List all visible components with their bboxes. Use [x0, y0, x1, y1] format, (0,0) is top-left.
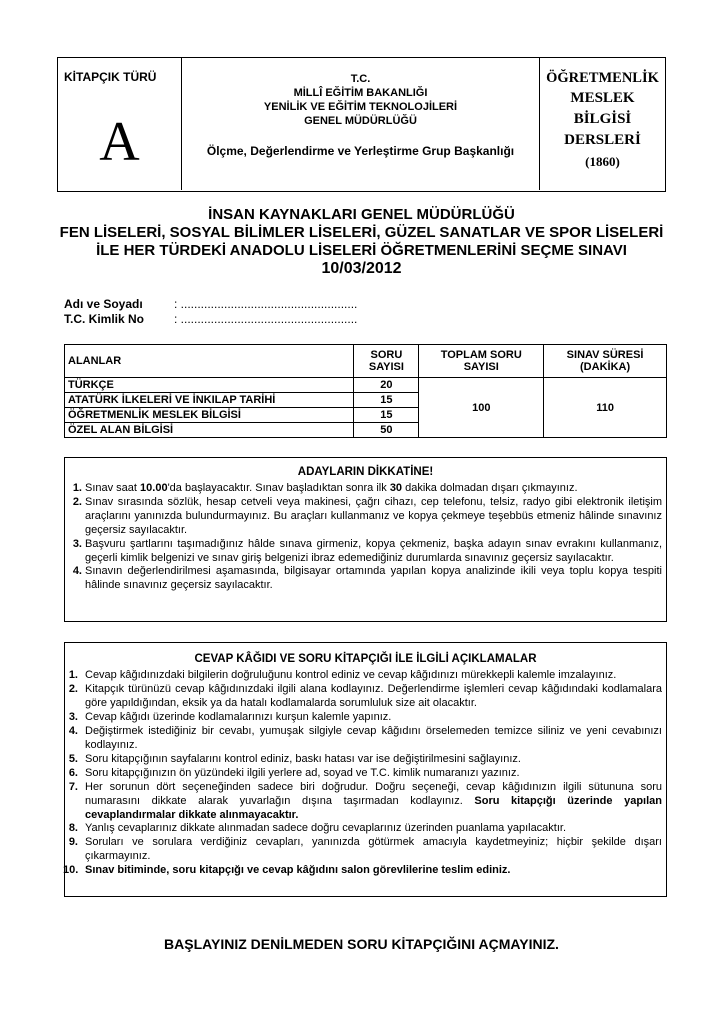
list-item: 4. Değiştirmek istediğiniz bir cevabı, yumuşak silgiyle cevap kâğıdını örselemeden temizce siliniz ve yeni cevabınızı kodlayınız. [68, 724, 662, 751]
list-item: 8. Yanlış cevaplarınız dikkate alınmadan sadece doğru cevaplarınız üzerinden puanlama yapılacaktır. [68, 822, 567, 835]
tc-row [64, 312, 357, 327]
subject-box [539, 58, 665, 190]
booklet-type-box [58, 58, 182, 190]
list-item: 9. Soruları ve sorulara verdiğiniz cevapları, yanınızda götürmek amacıyla kaydetmeyiniz; hiçbir şekilde dışarı çıkarmayınız. [68, 836, 662, 863]
header-total: TOPLAM SORU SAYISI [419, 345, 544, 378]
list-item: 2. Sınav sırasında sözlük, hesap cetveli veya makinesi, çağrı cihazı, cep telefonu, telsiz, radyo gibi elektronik iletişim araçlarını yanınızda bulundurmayınız. Bu araçları kullanmanız ve kopya çekmeye teşebbüs etmeniz hâlinde sınavınız geçersiz sayılacaktır. [72, 495, 662, 536]
ministry-line: YENİLİK VE EĞİTİM TEKNOLOJİLERİ [263, 101, 458, 113]
osym-title: Ölçme, Değerlendirme ve Yerleştirme Grup Başkanlığı [206, 144, 515, 158]
header-areas: ALANLAR [65, 345, 354, 378]
name-label: Adı ve Soyadı [64, 297, 143, 311]
name-field: : ..................................................... [174, 297, 358, 311]
exam-titles [57, 206, 666, 278]
ministry-line: GENEL MÜDÜRLÜĞÜ [304, 115, 417, 127]
subject-line: DERSLERİ [564, 132, 641, 148]
attention-box [64, 457, 667, 622]
tc-label: T.C. Kimlik No [64, 312, 145, 326]
title-line-1: İNSAN KAYNAKLARI GENEL MÜDÜRLÜĞÜ [208, 206, 515, 223]
subject-line: MESLEK [570, 90, 635, 106]
area-name: ÖZEL ALAN BİLGİSİ [65, 423, 354, 438]
exam-duration: 110 [544, 378, 667, 438]
list-item: 4. Sınavın değerlendirilmesi aşamasında, bilgisayar ortamında yapılan kopya analizinde ikili veya toplu kopya tespiti hâlinde sınavınız geçersiz sayılacaktır. [72, 565, 662, 592]
list-item: 3. Başvuru şartlarını taşımadığınız hâlde sınava girmeniz, kopya çekmeniz, başka adayın sınav evrakını kullanmanız, geçerli kimlik belgenizi ve sınav giriş belgenizi ibraz edemediğiniz durumlarda sınavınız geçersiz sayılacaktır. [72, 537, 662, 564]
ministry-line: MİLLÎ EĞİTİM BAKANLIĞI [293, 87, 428, 99]
area-count: 15 [354, 393, 419, 408]
subject-code: (1860) [585, 154, 620, 169]
total-count: 100 [419, 378, 544, 438]
area-count: 20 [354, 378, 419, 393]
list-item: 1. Cevap kâğıdınızdaki bilgilerin doğruluğunu kontrol ediniz ve cevap kâğıdınızı mürekkepli kalemle imzalayınız. [68, 669, 617, 681]
table-row [65, 378, 667, 393]
area-count: 15 [354, 408, 419, 423]
ministry-block [182, 72, 539, 158]
instructions-title: CEVAP KÂĞIDI VE SORU KİTAPÇIĞI İLE İLGİLİ AÇIKLAMALAR [194, 653, 537, 665]
area-name: ATATÜRK İLKELERİ VE İNKILAP TARİHİ [65, 393, 354, 408]
instructions-box [64, 642, 667, 897]
booklet-type-letter: A [99, 111, 140, 173]
name-row [64, 297, 357, 312]
booklet-type-label: KİTAPÇIK TÜRÜ [64, 70, 157, 84]
title-line-2: FEN LİSELERİ, SOSYAL BİLİMLER LİSELERİ, GÜZEL SANATLAR VE SPOR LİSELERİ [59, 224, 664, 241]
header-question-count: SORU SAYISI [354, 345, 419, 378]
identity-fields [64, 297, 357, 327]
list-item: 10. Sınav bitiminde, soru kitapçığı ve cevap kâğıdını salon görevlilerine teslim ediniz. [63, 864, 511, 877]
areas-table [64, 344, 667, 438]
attention-list [65, 482, 666, 593]
header-duration: SINAV SÜRESİ (DAKİKA) [544, 345, 667, 378]
attention-title: ADAYLARIN DİKKATİNE! [297, 466, 434, 478]
footer-warning: BAŞLAYINIZ DENİLMEDEN SORU KİTAPÇIĞINI AÇMAYINIZ. [164, 936, 559, 952]
subject-line: BİLGİSİ [573, 111, 632, 127]
list-item: 1. Sınav saat 10.00'da başlayacaktır. Sınav başladıktan sonra ilk 30 dakika dolmadan dışarı çıkmayınız. [72, 482, 578, 494]
list-item: 5. Soru kitapçığının sayfalarını kontrol ediniz, baskı hatası var ise değiştirilmesini sağlayınız. [68, 752, 521, 765]
ministry-line: T.C. [350, 73, 371, 85]
table-header-row [65, 345, 667, 378]
exam-header [57, 57, 666, 192]
title-line-3: İLE HER TÜRDEKİ ANADOLU LİSELERİ ÖĞRETMENLERİNİ SEÇME SINAVI [96, 242, 627, 259]
exam-date: 10/03/2012 [321, 260, 402, 277]
area-name: TÜRKÇE [65, 378, 354, 393]
area-count: 50 [354, 423, 419, 438]
list-item: 7. Her sorunun dört seçeneğinden sadece biri doğrudur. Doğru seçeneği, cevap kâğıdınızın ilgili sütununa soru numarasını dikkate alarak yuvarlağın dışına taşırmadan kodlayınız. Soru kitapçığı üzerinde yapılan cevaplandırmalar dikkate alınmayacaktır. [68, 780, 663, 821]
tc-field: : ..................................................... [174, 312, 358, 326]
instructions-list [65, 669, 666, 878]
area-name: ÖĞRETMENLİK MESLEK BİLGİSİ [65, 408, 354, 423]
list-item: 3. Cevap kâğıdı üzerinde kodlamalarınızı kurşun kalemle yapınız. [68, 710, 392, 723]
list-item: 6. Soru kitapçığınızın ön yüzündeki ilgili yerlere ad, soyad ve T.C. kimlik numaranızı yazınız. [68, 766, 520, 779]
subject-line: ÖĞRETMENLİK [546, 70, 659, 86]
list-item: 2. Kitapçık türünüzü cevap kâğıdınızdaki ilgili alana kodlayınız. Değerlendirme işlemleri cevap kâğıdındaki kodlamalara göre yapıldığından, eksik ya da hatalı kodlamalarda sorumluluk size ait olacaktır. [68, 682, 662, 709]
